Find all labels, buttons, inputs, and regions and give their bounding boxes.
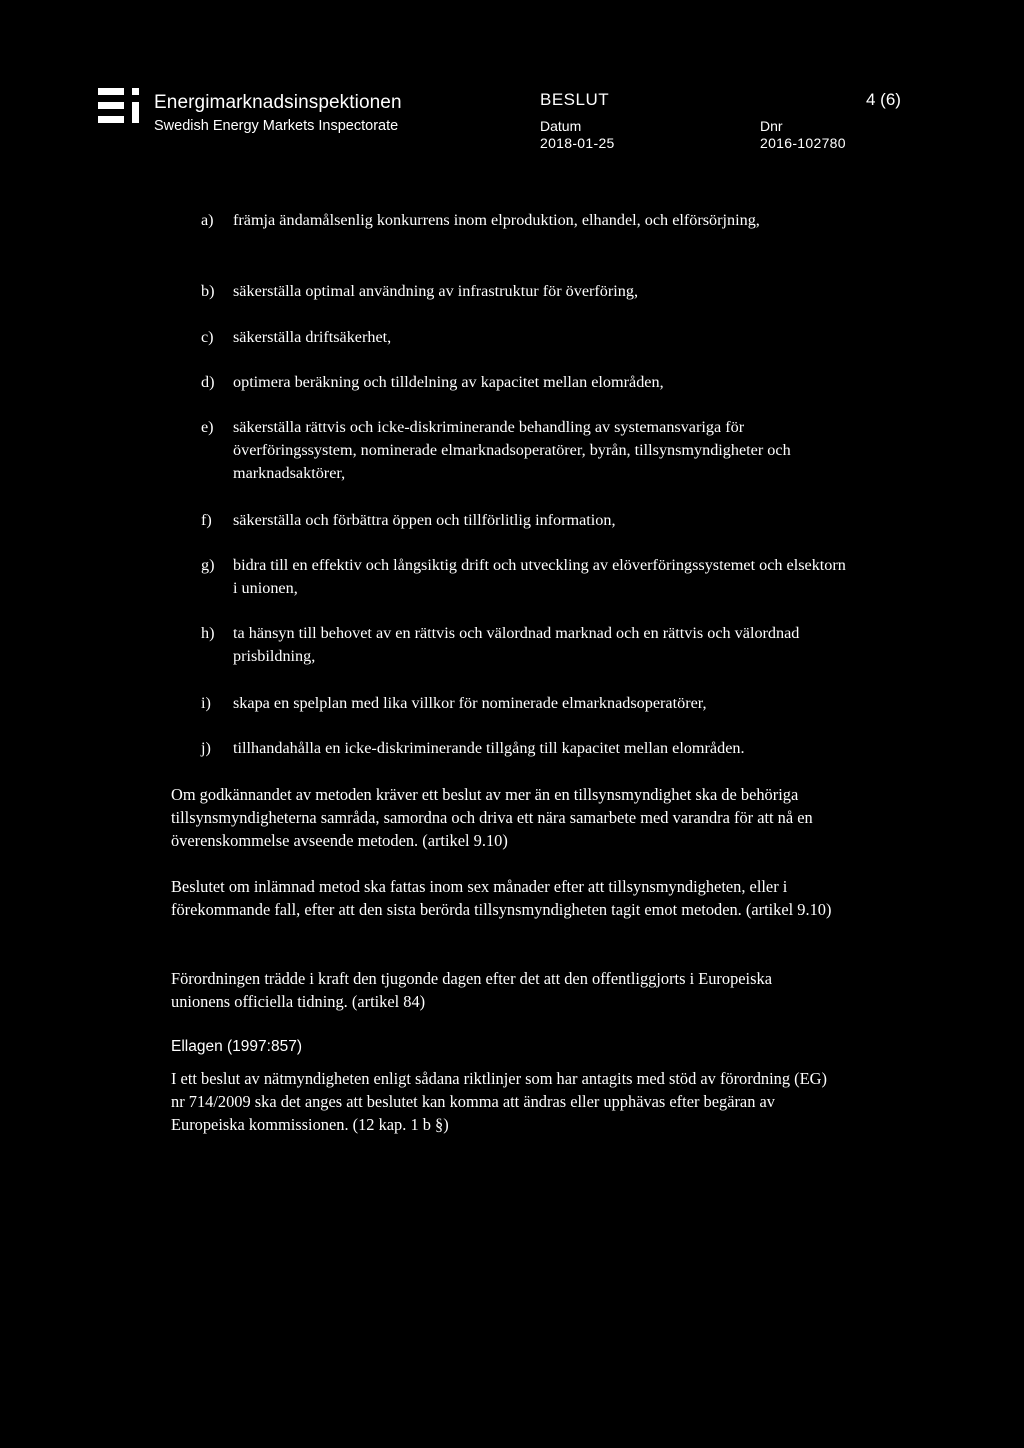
datum-value: 2018-01-25	[540, 135, 615, 151]
ei-logo-icon	[98, 88, 148, 130]
list-letter: j)	[201, 739, 211, 757]
list-letter: a)	[201, 211, 214, 229]
list-letter: g)	[201, 556, 215, 574]
paragraph: I ett beslut av nätmyndigheten enligt sådana riktlinjer som har antagits med stöd av förordning (EG) nr 714/2009 ska det anges att beslutet kan komma att ändras eller upphävas efter begäran av Europeiska kommissionen. (12 kap. 1 b §)	[171, 1069, 827, 1134]
list-text: optimera beräkning och tilldelning av kapacitet mellan elområden,	[233, 373, 664, 391]
org-name: Energimarknadsinspektionen	[154, 92, 402, 113]
list-letter: d)	[201, 373, 215, 391]
list-text: säkerställa rättvis och icke-diskriminerande behandling av systemansvariga för överföringssystem, nominerade elmarknadsoperatörer, byrån, tillsynsmyndigheter och marknadsaktörer,	[233, 418, 791, 482]
list-text: främja ändamålsenlig konkurrens inom elproduktion, elhandel, och elförsörjning,	[233, 211, 760, 229]
list-text: bidra till en effektiv och långsiktig drift och utveckling av elöverföringssystemet och elsektorn i unionen,	[233, 556, 846, 597]
list-letter: b)	[201, 282, 215, 300]
list-letter: c)	[201, 328, 214, 346]
list-letter: h)	[201, 624, 215, 642]
list-text: tillhandahålla en icke-diskriminerande tillgång till kapacitet mellan elområden.	[233, 739, 745, 757]
list-letter: e)	[201, 418, 214, 436]
page-number: 4 (6)	[866, 90, 901, 109]
list-text: säkerställa och förbättra öppen och tillförlitlig information,	[233, 511, 616, 529]
list-text: ta hänsyn till behovet av en rättvis och välordnad marknad och en rättvis och välordnad prisbildning,	[233, 624, 800, 665]
list-letter: f)	[201, 511, 212, 529]
paragraph: Beslutet om inlämnad metod ska fattas inom sex månader efter att tillsynsmyndigheten, eller i förekommande fall, efter att den sista berörda tillsynsmyndigheten tagit emot metoden. (artikel 9.10)	[171, 877, 832, 919]
paragraph: Om godkännandet av metoden kräver ett beslut av mer än en tillsynsmyndighet ska de behöriga tillsynsmyndigheterna samråda, samordna och driva ett nära samarbete med varandra för att nå en överenskommelse avseende metoden. (artikel 9.10)	[171, 785, 813, 850]
datum-label: Datum	[540, 118, 582, 134]
list-text: skapa en spelplan med lika villkor för nominerade elmarknadsoperatörer,	[233, 694, 707, 712]
doc-type: BESLUT	[540, 90, 610, 109]
org-subtitle: Swedish Energy Markets Inspectorate	[154, 118, 399, 134]
list-letter: i)	[201, 694, 211, 712]
dnr-value: 2016-102780	[760, 135, 846, 151]
paragraph: Förordningen trädde i kraft den tjugonde dagen efter det att den offentliggjorts i Europeiska unionens officiella tidning. (artikel 84)	[171, 969, 772, 1011]
section-heading: Ellagen (1997:857)	[171, 1038, 302, 1055]
list-text: säkerställa optimal användning av infrastruktur för överföring,	[233, 282, 639, 300]
dnr-label: Dnr	[760, 118, 783, 134]
list-text: säkerställa driftsäkerhet,	[233, 328, 392, 346]
